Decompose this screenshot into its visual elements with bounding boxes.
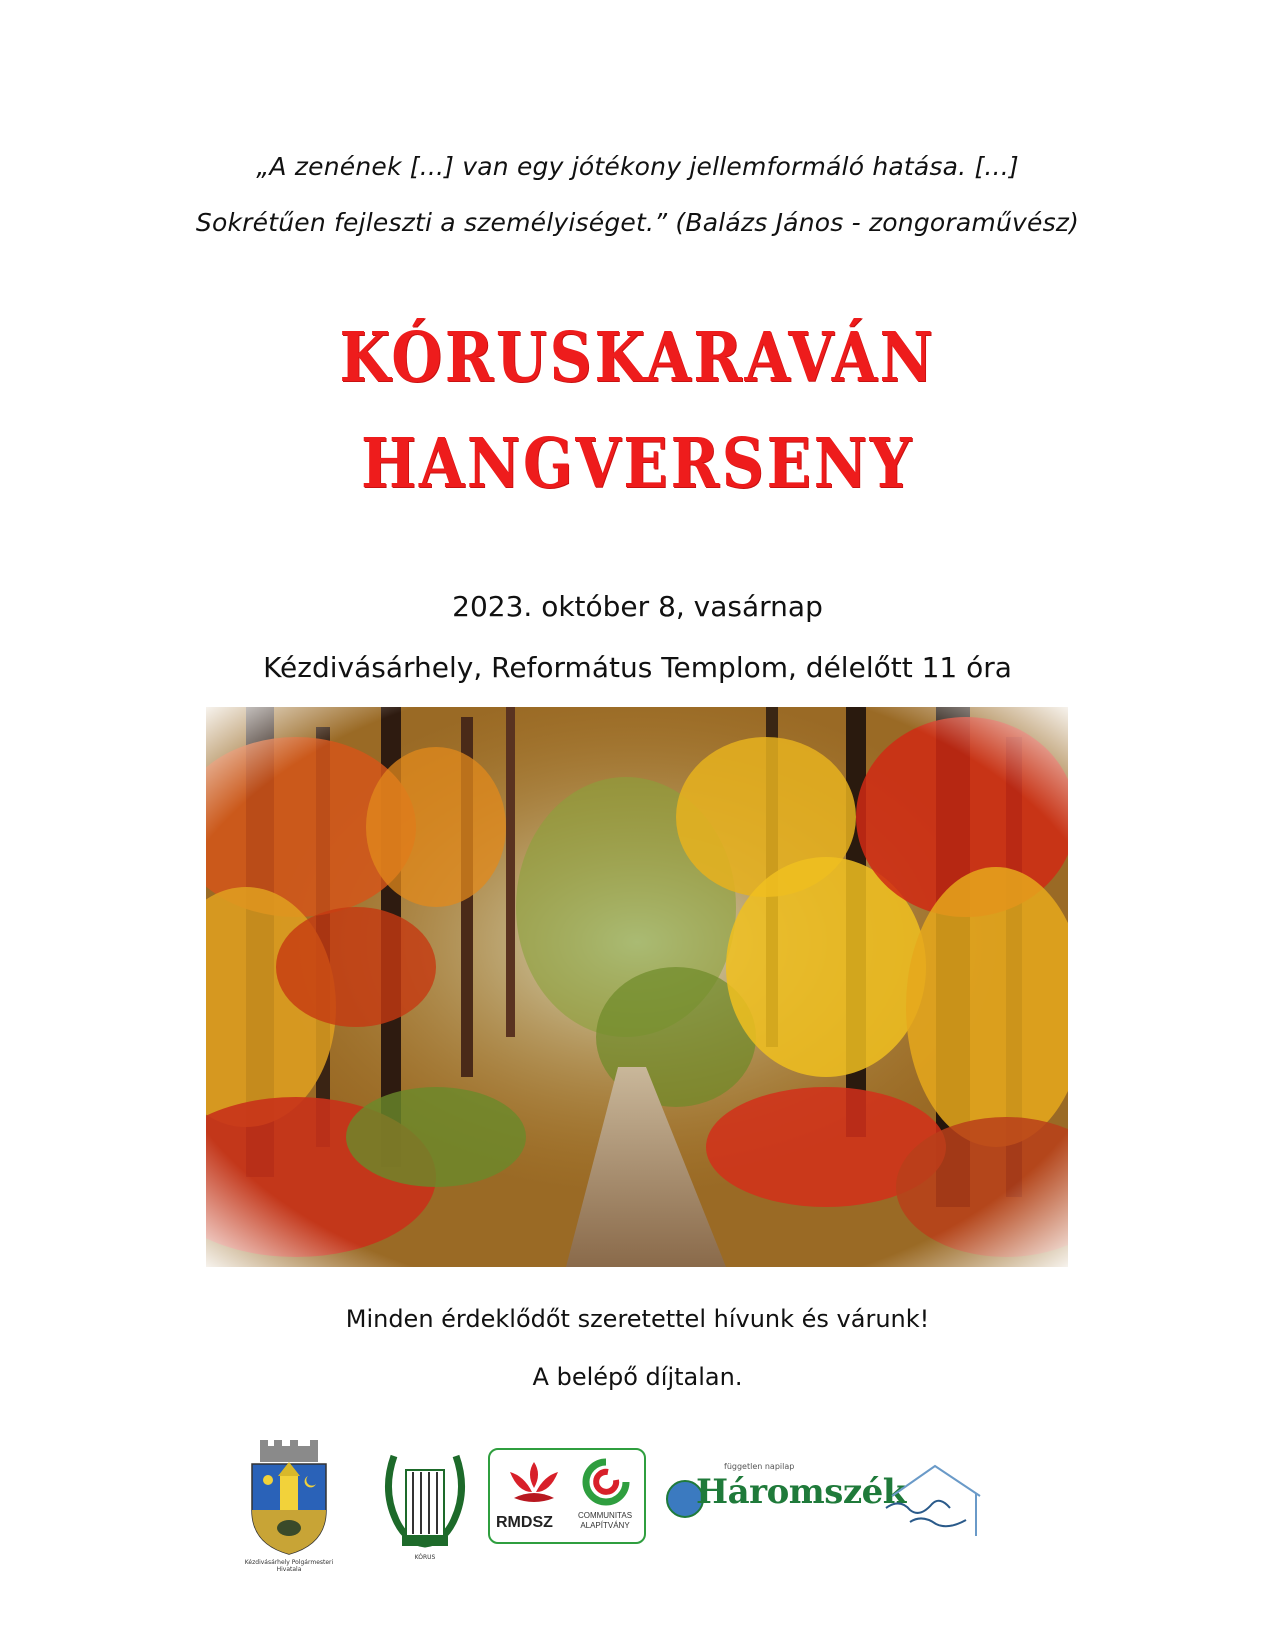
coat-caption: Kézdivásárhely Polgármesteri Hivatala — [244, 1559, 334, 1573]
autumn-forest-photo — [206, 707, 1068, 1267]
house-signature-logo — [880, 1460, 990, 1540]
haromszek-logo — [666, 1462, 906, 1522]
title-line-1: KÓRUSKARAVÁN — [339, 318, 936, 398]
invitation-line-1: Minden érdeklődőt szeretettel hívunk és várunk! — [345, 1305, 930, 1333]
tulip-icon — [504, 1458, 564, 1508]
rmdsz-label: RMDSZ — [496, 1514, 553, 1531]
event-date: 2023. október 8, vasárnap — [452, 590, 823, 623]
title-line-2: HANGVERSENY — [361, 424, 914, 504]
choir-lyre-logo — [380, 1450, 470, 1560]
communitas-label: COMMUNITAS ALAPÍTVÁNY — [577, 1511, 633, 1530]
entry-free-note: A belépő díjtalan. — [532, 1363, 743, 1391]
quote-line-2: Sokrétűen fejleszti a személyiséget.” (Balázs János - zongoraművész) — [195, 208, 1080, 237]
rmdsz-communitas-logo — [488, 1448, 646, 1544]
haromszek-tagline: független napilap — [724, 1462, 795, 1471]
event-place: Kézdivásárhely, Református Templom, délelőtt 11 óra — [263, 651, 1012, 684]
haromszek-label: Háromszék — [696, 1472, 906, 1512]
choir-caption: KÓRUS — [414, 1554, 436, 1561]
communitas-circle-icon — [580, 1458, 632, 1506]
town-coat-of-arms-logo — [234, 1440, 344, 1573]
quote-line-1: „A zenének [...] van egy jótékony jellemformáló hatása. [...] — [256, 152, 1019, 181]
sponsor-logos — [0, 1440, 1275, 1580]
